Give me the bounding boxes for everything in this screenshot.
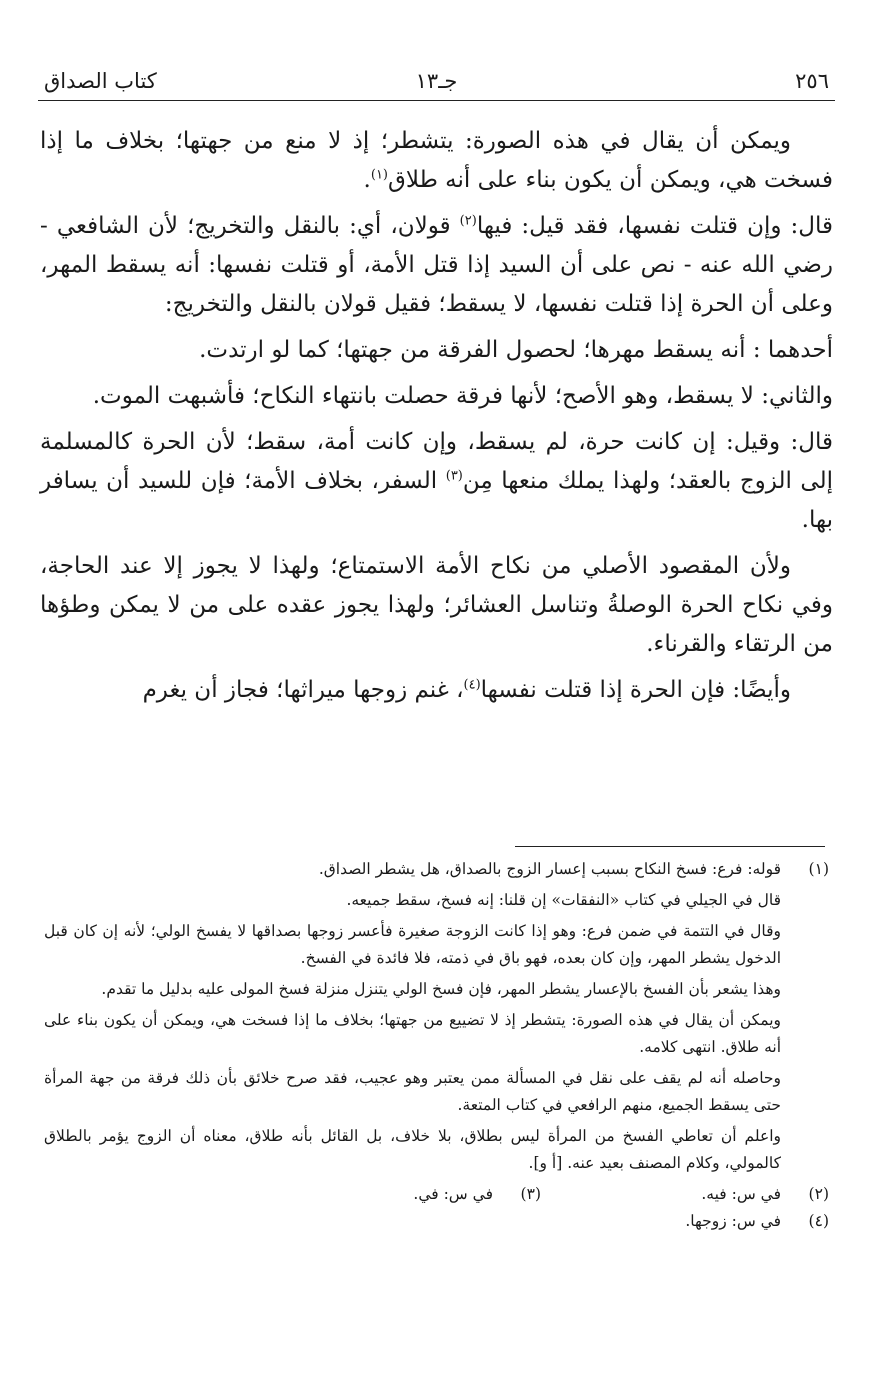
book-title: كتاب الصداق xyxy=(44,69,157,93)
paragraph xyxy=(40,207,833,324)
footnote-ref: (٢) xyxy=(459,213,477,229)
footnote-text: في س: في. xyxy=(413,1185,493,1203)
footnote-number: (٢) xyxy=(808,1185,829,1203)
paragraph xyxy=(40,671,833,710)
text-run: ويمكن أن يقال في هذه الصورة: يتشطر؛ إذ لا منع من جهتها؛ بخلاف ما إذا فسخت هي، ويمكن أن يكون بناء على أنه طلاق xyxy=(40,128,833,193)
text-run: وأيضًا: فإن الحرة إذا قتلت نفسها xyxy=(480,677,791,703)
page-number: ٢٥٦ xyxy=(795,69,829,93)
text-run: السفر، بخلاف الأمة؛ فإن للسيد أن يسافر بها. xyxy=(40,468,833,533)
footnote-text: في س: زوجها. xyxy=(685,1212,781,1230)
footnote-ref: (٤) xyxy=(463,677,481,693)
footnote-line: وقال في التتمة في ضمن فرع: وهو إذا كانت الزوجة صغيرة فأعسر زوجها بصداقها لا يفسخ الولي؛ لأنه إن كان قبل الدخول يشطر المهر، وإن كان بعده، فهو باق في ذمته، فلا فائدة في الفسخ. xyxy=(44,922,781,967)
footnotes xyxy=(44,856,829,1235)
footnote-text: في س: فيه. xyxy=(701,1185,781,1203)
paragraph xyxy=(40,122,833,200)
text-run: ، غنم زوجها ميراثها؛ فجاز أن يغرم xyxy=(142,677,464,703)
main-text xyxy=(40,122,833,717)
footnote-number: (٤) xyxy=(808,1212,829,1230)
paragraph xyxy=(40,423,833,540)
footnote-4 xyxy=(44,1208,829,1235)
footnote-1 xyxy=(44,856,829,1177)
footnote-number: (١) xyxy=(808,860,829,878)
footnote-3 xyxy=(413,1181,541,1208)
footnote-line: وحاصله أنه لم يقف على نقل في المسألة ممن يعتبر وهو عجيب، فقد صرح خلائق بأن ذلك فرقة من جهة المرأة حتى يسقط الجميع، منهم الرافعي في كتاب المتعة. xyxy=(44,1069,781,1114)
volume-number: جـ١٣ xyxy=(415,69,458,93)
text-run: . xyxy=(363,167,371,193)
footnote-line: ويمكن أن يقال في هذه الصورة: يتشطر إذ لا تضييع من جهتها؛ بخلاف ما إذا فسخت هي، ويمكن أن يكون بناء على أنه طلاق. انتهى كلامه. xyxy=(44,1011,781,1056)
footnote-line: واعلم أن تعاطي الفسخ من المرأة ليس بطلاق، بلا خلاف، بل القائل بأنه طلاق، معناه أن الزوج يؤمر بالطلاق كالمولي، وكلام المصنف بعيد عنه. [أ و]. xyxy=(44,1127,781,1172)
footnote-2 xyxy=(621,1181,829,1208)
paragraph: والثاني: لا يسقط، وهو الأصح؛ لأنها فرقة حصلت بانتهاء النكاح؛ فأشبهت الموت. xyxy=(92,383,833,409)
footnote-line: قوله: فرع: فسخ النكاح بسبب إعسار الزوج بالصداق، هل يشطر الصداق. xyxy=(318,860,781,878)
footnote-row xyxy=(44,1181,829,1208)
footnote-line: وهذا يشعر بأن الفسخ بالإعسار يشطر المهر، فإن فسخ الولي يتنزل منزلة فسخ المولى عليه بدليل ما تقدم. xyxy=(101,980,781,998)
footnote-number: (٣) xyxy=(520,1185,541,1203)
footnote-divider xyxy=(515,846,825,847)
paragraph: أحدهما : أنه يسقط مهرها؛ لحصول الفرقة من جهتها؛ كما لو ارتدت. xyxy=(199,337,833,363)
running-header xyxy=(38,60,835,101)
text-run: قولان، أي: بالنقل والتخريج؛ لأن الشافعي - رضي الله عنه - نص على أن السيد إذا قتل الأمة، أو قتلت نفسها: أنه يسقط المهر، وعلى أن الحرة إذا قتلت نفسها، لا يسقط؛ فقيل قولان بالنقل والتخريج: xyxy=(40,213,833,317)
footnote-ref: (٣) xyxy=(445,468,463,484)
text-run: قال: وإن قتلت نفسها، فقد قيل: فيها xyxy=(476,213,833,239)
footnote-ref: (١) xyxy=(370,167,388,183)
text-run: قال: وقيل: إن كانت حرة، لم يسقط، وإن كانت أمة، سقط؛ لأن الحرة كالمسلمة إلى الزوج بالعقد؛ ولهذا يملك منعها مِن xyxy=(40,429,833,494)
footnote-line: قال في الجيلي في كتاب «النفقات» إن قلنا: إنه فسخ، سقط جميعه. xyxy=(346,891,781,909)
paragraph: ولأن المقصود الأصلي من نكاح الأمة الاستمتاع؛ ولهذا لا يجوز إلا عند الحاجة، وفي نكاح الحرة الوصلةُ وتناسل العشائر؛ ولهذا يجوز عقده على من لا يمكن وطؤها من الرتقاء والقرناء. xyxy=(40,553,833,657)
